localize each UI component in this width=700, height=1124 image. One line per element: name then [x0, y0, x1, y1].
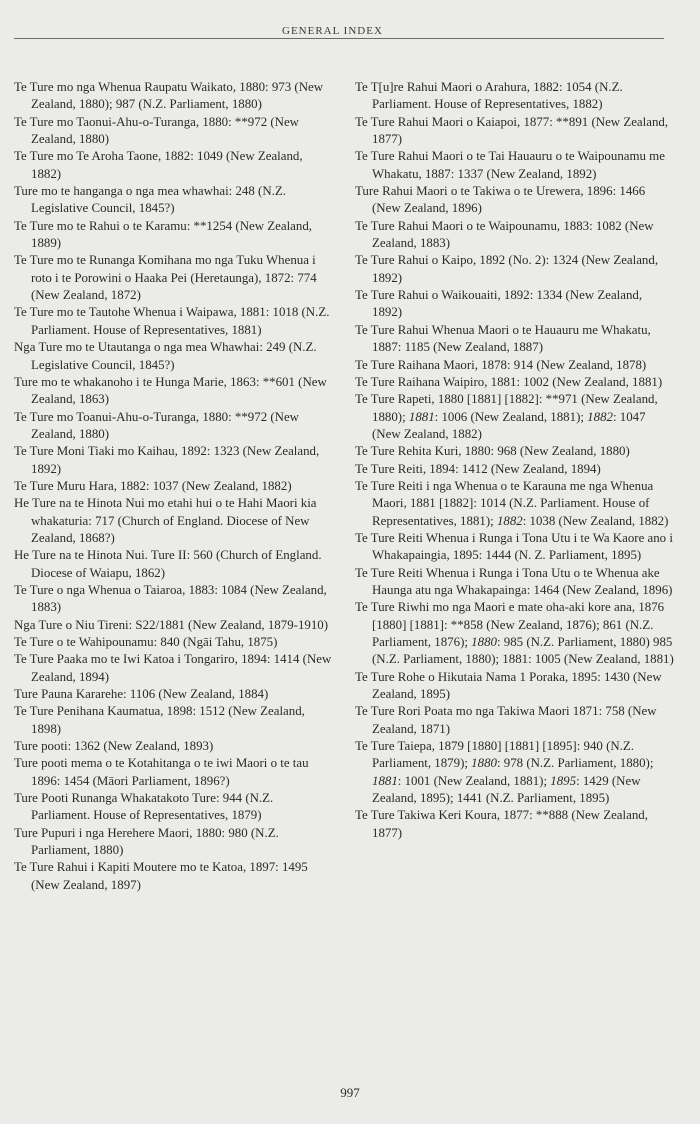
- index-entry: Ture pooti mema o te Kotahitanga o te iwi Maori o te tau 1896: 1454 (Māori Parliament, 1896?): [14, 756, 309, 788]
- index-entry: Ture Pauna Kararehe: 1106 (New Zealand, 1884): [14, 687, 269, 702]
- index-entry: Nga Ture mo te Utautanga o nga mea Whawhai: 249 (N.Z. Legislative Council, 1845?): [14, 340, 317, 372]
- index-entry: Te Ture mo Taonui-Ahu-o-Turanga, 1880: **972 (New Zealand, 1880): [14, 114, 299, 147]
- entry-text: : 1047 (New Zealand, 1882): [372, 409, 646, 441]
- entry-year-italic: 1882: [496, 513, 523, 528]
- entry-year-italic: 1882: [587, 409, 613, 424]
- index-entry: Ture Rahui Maori o te Takiwa o te Urewera, 1896: 1466 (New Zealand, 1896): [355, 184, 646, 216]
- index-column-left: [14, 79, 334, 894]
- entry-text: : 1006 (New Zealand, 1881);: [434, 409, 588, 424]
- entry-text: : 1429 (New Zealand, 1895); 1441 (N.Z. Parliament, 1895): [372, 773, 641, 806]
- index-entry: Te Ture Rahui Maori o Kaiapoi, 1877: **891 (New Zealand, 1877): [355, 114, 669, 147]
- index-entry: Te Ture Paaka mo te Iwi Katoa i Tongariro, 1894: 1414 (New Zealand, 1894): [14, 652, 332, 684]
- index-entry: Te Ture Reiti, 1894: 1412 (New Zealand, 1894): [355, 461, 601, 476]
- index-entry: Te Ture Takiwa Keri Koura, 1877: **888 (New Zealand, 1877): [355, 808, 648, 840]
- index-entry: Ture Pooti Runanga Whakatakoto Ture: 944 (N.Z. Parliament. House of Representatives, 1879): [14, 791, 274, 823]
- entry-text: Te Ture Reiti i nga Whenua o te Karauna me nga Whenua Maori, 1881 [1882]: 1014 (N.Z. Parliament. House of Representatives, 1881);: [355, 478, 654, 528]
- index-entry: Ture mo te hanganga o nga mea whawhai: 248 (N.Z. Legislative Council, 1845?): [14, 184, 286, 216]
- page-number: 997: [340, 1085, 360, 1100]
- entry-text: Te Ture Rapeti, 1880 [1881] [1882]: **971 (New Zealand, 1880);: [355, 392, 658, 424]
- index-entry: Te Ture Raihana Waipiro, 1881: 1002 (New Zealand, 1881): [355, 374, 663, 389]
- index-entry: [355, 599, 675, 668]
- entry-year-italic: 1895: [550, 773, 577, 788]
- index-entry: Te Ture o te Wahipounamu: 840 (Ngāi Tahu, 1875): [14, 635, 278, 649]
- index-entry: Te T[u]re Rahui Maori o Arahura, 1882: 1054 (N.Z. Parliament. House of Representatives, 1882): [355, 80, 623, 112]
- entry-text: : 985 (N.Z. Parliament, 1880) 985 (N.Z. Parliament, 1880); 1881: 1005 (New Zealand, 1881): [372, 635, 674, 667]
- index-entry: He Ture na te Hinota Nui mo etahi hui o te Hahi Maori kia whakaturia: 717 (Church of England. Diocese of New Zealand, 1868?): [14, 496, 317, 545]
- entry-text: : 1001 (New Zealand, 1881);: [397, 773, 551, 788]
- index-entry: Te Ture mo Te Aroha Taone, 1882: 1049 (New Zealand, 1882): [14, 149, 303, 181]
- index-entry: Te Ture mo nga Whenua Raupatu Waikato, 1880: 973 (New Zealand, 1880); 987 (N.Z. Parliament, 1880): [14, 80, 324, 112]
- entry-year-italic: 1881: [408, 409, 435, 424]
- index-entry: Te Ture Penihana Kaumatua, 1898: 1512 (New Zealand, 1898): [14, 704, 305, 736]
- entry-year-italic: 1881: [372, 773, 398, 788]
- index-entry: Te Ture Rahui o Waikouaiti, 1892: 1334 (New Zealand, 1892): [355, 288, 643, 320]
- entry-year-italic: 1880: [471, 756, 497, 771]
- entry-text: : 978 (N.Z. Parliament, 1880);: [496, 756, 654, 771]
- index-entry: Te Ture Rori Poata mo nga Takiwa Maori 1871: 758 (New Zealand, 1871): [355, 704, 657, 736]
- index-entry: Te Ture Rehita Kuri, 1880: 968 (New Zealand, 1880): [355, 444, 630, 459]
- index-column-right: [355, 79, 675, 842]
- index-entry: Ture mo te whakanoho i te Hunga Marie, 1863: **601 (New Zealand, 1863): [14, 374, 327, 407]
- index-entry: Te Ture Rohe o Hikutaia Nama 1 Poraka, 1895: 1430 (New Zealand, 1895): [355, 669, 662, 702]
- index-entry: [355, 738, 675, 807]
- entry-text: Te Ture Riwhi mo nga Maori e mate oha-aki kore ana, 1876 [1880] [1881]: **858 (New Zealand, 1876); 861 (N.Z. Parliament, 1876);: [355, 600, 665, 649]
- index-entry: Te Ture Reiti Whenua i Runga i Tona Utu o te Whenua ake Haunga atu nga Whakapainga: 1464 (New Zealand, 1896): [355, 565, 673, 597]
- index-entry: Ture Pupuri i nga Herehere Maori, 1880: 980 (N.Z. Parliament, 1880): [14, 825, 279, 858]
- entry-text: Te Ture Taiepa, 1879 [1880] [1881] [1895]: 940 (N.Z. Parliament, 1879);: [355, 739, 634, 771]
- index-entry: Te Ture Rahui Whenua Maori o te Hauauru me Whakatu, 1887: 1185 (New Zealand, 1887): [355, 322, 651, 355]
- index-entry: Te Ture Rahui o Kaipo, 1892 (No. 2): 1324 (New Zealand, 1892): [355, 253, 659, 285]
- index-entry: Te Ture mo te Rahui o te Karamu: **1254 (New Zealand, 1889): [14, 218, 313, 251]
- index-entry: Te Ture mo Toanui-Ahu-o-Turanga, 1880: **972 (New Zealand, 1880): [14, 409, 299, 441]
- running-head: GENERAL INDEX: [282, 25, 383, 37]
- index-entry: Te Ture mo te Runanga Komihana mo nga Tuku Whenua i roto i te Porowini o Haaka Pei (Heretaunga), 1872: 774 (New Zealand, 1872): [14, 253, 317, 303]
- index-entry: Te Ture Reiti Whenua i Runga i Tona Utu i te Wa Kaore ano i Whakapaingia, 1895: 1444 (N. Z. Parliament, 1895): [355, 530, 673, 563]
- index-entry: Te Ture Rahui Maori o te Waipounamu, 1883: 1082 (New Zealand, 1883): [355, 218, 654, 251]
- header-rule: [14, 38, 664, 39]
- index-entry: [355, 478, 675, 530]
- index-entry: Nga Ture o Niu Tireni: S22/1881 (New Zealand, 1879-1910): [14, 617, 329, 632]
- index-entry: Ture pooti: 1362 (New Zealand, 1893): [14, 739, 214, 754]
- index-entry: Te Ture Raihana Maori, 1878: 914 (New Zealand, 1878): [355, 357, 647, 372]
- index-entry: Te Ture Rahui i Kapiti Moutere mo te Katoa, 1897: 1495 (New Zealand, 1897): [14, 860, 308, 892]
- index-entry: Te Ture o nga Whenua o Taiaroa, 1883: 1084 (New Zealand, 1883): [14, 582, 327, 615]
- entry-text: : 1038 (New Zealand, 1882): [522, 513, 669, 528]
- entry-year-italic: 1880: [471, 635, 497, 649]
- index-entry: He Ture na te Hinota Nui. Ture II: 560 (Church of England. Diocese of Waiapu, 1862): [14, 548, 322, 580]
- index-entry: Te Ture Rahui Maori o te Tai Hauauru o te Waipounamu me Whakatu, 1887: 1337 (New Zealand, 1892): [355, 149, 665, 181]
- index-entry: Te Ture Moni Tiaki mo Kaihau, 1892: 1323 (New Zealand, 1892): [14, 444, 320, 476]
- index-entry: [355, 391, 675, 443]
- index-entry: Te Ture mo te Tautohe Whenua i Waipawa, 1881: 1018 (N.Z. Parliament. House of Representatives, 1881): [14, 305, 330, 337]
- index-entry: Te Ture Muru Hara, 1882: 1037 (New Zealand, 1882): [14, 478, 292, 493]
